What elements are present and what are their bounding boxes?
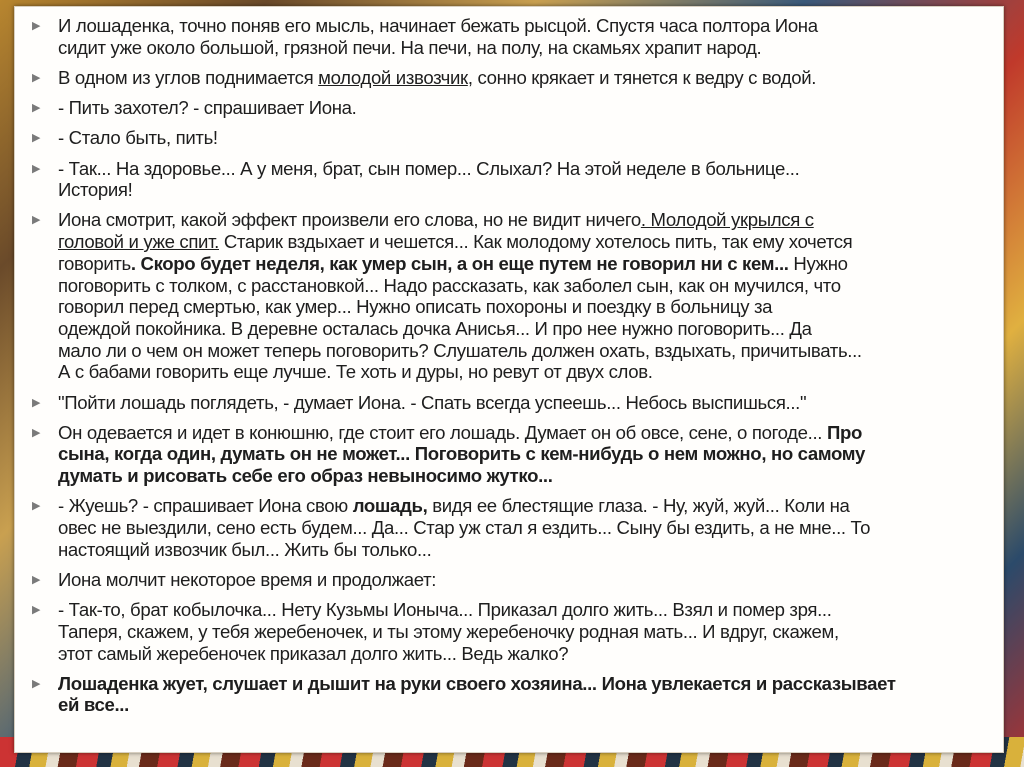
paragraph-text: "Пойти лошадь поглядеть, - думает Иона. - Спать всегда успеешь... Небось выспишься..." (58, 391, 807, 413)
triangle-bullet-icon: ▶ (32, 162, 41, 175)
paragraph-text: В одном из углов поднимается (58, 66, 319, 88)
triangle-bullet-icon: ▶ (32, 396, 41, 409)
paragraph-text: - Стало быть, пить! (58, 127, 218, 149)
paragraph-text: - Жуешь? - спрашивает Иона свою (58, 495, 353, 517)
triangle-bullet-icon: ▶ (32, 500, 41, 513)
bullet-paragraph (15, 569, 1003, 591)
bullet-paragraph (15, 495, 1003, 560)
bullet-paragraph (15, 15, 1003, 58)
paragraph-text: Иона молчит некоторое время и продолжает: (58, 568, 437, 590)
paragraph-text: Он одевается и идет в конюшню, где стоит его лошадь. Думает он об овсе, сене, о погоде... (58, 421, 827, 443)
underlined-text: молодой извозчик (318, 66, 468, 88)
paragraph-text: , сонно крякает и тянется к ведру с водой. (467, 66, 817, 88)
bold-text: . Скоро будет неделя, как умер сын, а он еще путем не говорил ни с кем... (130, 252, 789, 274)
triangle-bullet-icon: ▶ (32, 71, 41, 84)
bullet-paragraph (15, 392, 1003, 414)
triangle-bullet-icon: ▶ (32, 426, 41, 439)
paragraph-text: - Пить захотел? - спрашивает Иона. (58, 97, 357, 119)
paragraph-text: видя ее блестящие глаза. - Ну, жуй, жуй... Коли на овес не выездили, сено есть будем... Да... Стар уж стал я ездить... Сыну бы ездить, а не мне... То настоящий извозчик был... Жить бы только... (58, 495, 871, 560)
underlined-text: . Молодой укрылся с головой и уже спит. (58, 209, 814, 253)
paragraph-text: Нужно поговорить с толком, с расстановкой... Надо рассказать, как заболел сын, как он мучился, что говорил перед смертью, как умер... Нужно описать похороны и поездку в больницу за одеждой покойника. В деревне осталась дочка Анисья... И про нее нужно поговорить... Да мало ли о чем он может теперь поговорить? Слушатель должен охать, вздыхать, причитывать... А с бабами говорить еще лучше. Те хоть и дуры, но ревут от двух слов. (58, 252, 862, 383)
bullet-paragraph (15, 422, 1003, 487)
triangle-bullet-icon: ▶ (32, 132, 41, 145)
paragraph-text: - Так-то, брат кобылочка... Нету Кузьмы Ионыча... Приказал долго жить... Взял и помер зря... Таперя, скажем, у тебя жеребеночек, и ты этому жеребеночку родная мать... И вдруг, скажем, этот самый жеребеночек приказал долго жить... Ведь жалко? (58, 599, 839, 664)
bullet-list (15, 15, 1003, 725)
bullet-paragraph (15, 97, 1003, 119)
triangle-bullet-icon: ▶ (32, 102, 41, 115)
bullet-paragraph (15, 209, 1003, 383)
paragraph-text: - Так... На здоровье... А у меня, брат, сын помер... Слыхал? На этой неделе в больнице... История! (58, 157, 800, 201)
bullet-paragraph (15, 673, 1003, 716)
bold-text: Лошаденка жует, слушает и дышит на руки своего хозяина... Иона увлекается и рассказывает ей все... (58, 672, 896, 716)
paragraph-text: И лошаденка, точно поняв его мысль, начинает бежать рысцой. Спустя часа полтора Иона сидит уже около большой, грязной печи. На печи, на полу, на скамьях храпит народ. (58, 15, 818, 58)
triangle-bullet-icon: ▶ (32, 214, 41, 227)
bullet-paragraph (15, 599, 1003, 664)
triangle-bullet-icon: ▶ (32, 604, 41, 617)
slide-text-panel (14, 6, 1004, 753)
bold-text: Про сына, когда один, думать он не может... Поговорить с кем-нибудь о нем можно, но самому думать и рисовать себе его образ невыносимо жутко... (58, 421, 865, 487)
bullet-paragraph (15, 127, 1003, 149)
triangle-bullet-icon: ▶ (32, 20, 41, 32)
triangle-bullet-icon: ▶ (32, 677, 41, 690)
bullet-paragraph (15, 67, 1003, 89)
paragraph-text: Иона смотрит, какой эффект произвели его слова, но не видит ничего (58, 209, 641, 231)
bold-text: лошадь, (352, 495, 428, 517)
paragraph-text: Старик вздыхает и чешется... Как молодому хотелось пить, так ему хочется говорить (58, 231, 853, 274)
triangle-bullet-icon: ▶ (32, 573, 41, 586)
bullet-paragraph (15, 158, 1003, 201)
